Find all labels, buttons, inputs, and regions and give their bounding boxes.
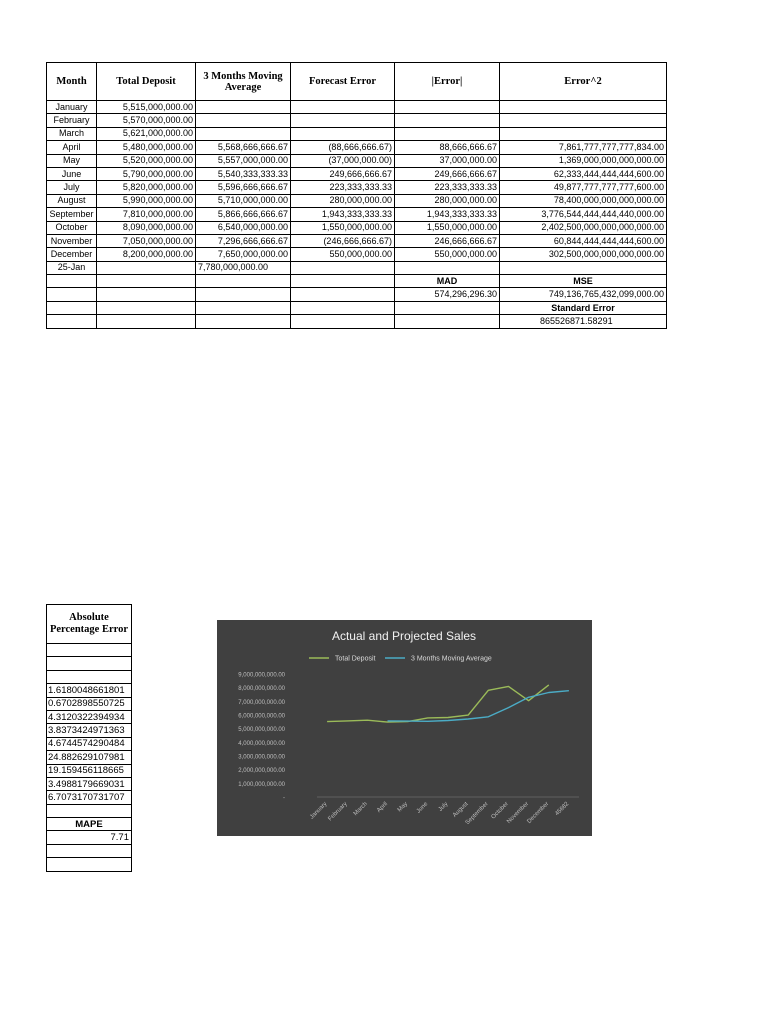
cell-abs-error: 223,333,333.33 [395,181,500,194]
mape-value: 7.71 [47,831,132,844]
table-row [47,248,667,261]
cell-error-squared [500,101,667,114]
ape-value: 3.8373424971363 [47,724,132,737]
cell-abs-error: 88,666,666.67 [395,141,500,154]
empty-cell [291,288,395,301]
mape-label: MAPE [47,818,132,831]
summary-value-row [47,288,667,301]
cell-forecast-error: (246,666,666.67) [291,234,395,247]
cell-deposit: 5,621,000,000.00 [97,127,196,140]
mse-label: MSE [500,275,667,288]
cell-month: July [47,181,97,194]
ape-value: 3.4988179669031 [47,777,132,790]
cell-forecast-error [291,261,395,274]
empty-cell [47,275,97,288]
cell-deposit: 5,480,000,000.00 [97,141,196,154]
cell-abs-error: 249,666,666.67 [395,167,500,180]
chart-legend [309,656,492,663]
y-tick-label: 4,000,000,000.00 [238,740,285,747]
cell-error-squared: 302,500,000,000,000,000.00 [500,248,667,261]
cell-forecast-error: 1,943,333,333.33 [291,208,395,221]
cell-moving-average [196,127,291,140]
cell-error-squared: 49,877,777,777,777,600.00 [500,181,667,194]
header-month: Month [47,63,97,101]
x-tick-label: December [526,801,551,825]
cell-moving-average: 7,780,000,000.00 [196,261,291,274]
empty-cell [291,315,395,328]
forecast-table [46,62,667,329]
standard-error-label: Standard Error [500,301,667,314]
cell-abs-error [395,127,500,140]
table-row [47,114,667,127]
y-tick-label: 5,000,000,000.00 [238,727,285,734]
y-tick-label: 9,000,000,000.00 [238,672,285,679]
table-row [47,208,667,221]
cell-error-squared [500,127,667,140]
mse-value: 749,136,765,432,099,000.00 [500,288,667,301]
cell-moving-average: 5,596,666,666.67 [196,181,291,194]
table-row [47,101,667,114]
empty-cell [196,275,291,288]
x-axis [309,797,579,826]
empty-cell [47,657,132,670]
cell-abs-error: 1,943,333,333.33 [395,208,500,221]
table-row [47,194,667,207]
cell-abs-error [395,261,500,274]
cell-deposit: 5,515,000,000.00 [97,101,196,114]
cell-deposit: 7,810,000,000.00 [97,208,196,221]
x-tick-label: October [490,801,510,821]
ape-value: 4.3120322394934 [47,710,132,723]
empty-cell [395,315,500,328]
empty-cell [196,288,291,301]
cell-month: January [47,101,97,114]
cell-month: March [47,127,97,140]
summary-se-value-row [47,315,667,328]
cell-deposit [97,261,196,274]
y-tick-label: 6,000,000,000.00 [238,713,285,720]
chart-svg [217,620,592,836]
cell-month: December [47,248,97,261]
table-row [47,221,667,234]
cell-abs-error: 550,000,000.00 [395,248,500,261]
cell-deposit: 8,200,000,000.00 [97,248,196,261]
ape-value: 0.6702898550725 [47,697,132,710]
cell-month: November [47,234,97,247]
empty-cell [47,301,97,314]
header-total-deposit: Total Deposit [97,63,196,101]
cell-month: June [47,167,97,180]
cell-month: August [47,194,97,207]
mad-label: MAD [395,275,500,288]
cell-abs-error: 246,666,666.67 [395,234,500,247]
cell-abs-error: 280,000,000.00 [395,194,500,207]
empty-cell [97,301,196,314]
cell-error-squared [500,114,667,127]
cell-forecast-error [291,101,395,114]
header-forecast-error: Forecast Error [291,63,395,101]
cell-abs-error: 37,000,000.00 [395,154,500,167]
x-tick-label: July [437,801,450,813]
cell-error-squared: 62,333,444,444,444,600.00 [500,167,667,180]
ape-value: 4.6744574290484 [47,737,132,750]
empty-cell [47,670,132,683]
x-tick-label: August [452,801,470,819]
cell-error-squared: 1,369,000,000,000,000.00 [500,154,667,167]
cell-forecast-error [291,114,395,127]
header-abs-error: |Error| [395,63,500,101]
cell-forecast-error: 249,666,666.67 [291,167,395,180]
table-row [47,154,667,167]
chart-title: Actual and Projected Sales [331,629,477,643]
standard-error-value: 865526871.58291 [500,315,667,328]
y-tick-label: - [283,795,285,802]
cell-error-squared [500,261,667,274]
empty-cell [196,301,291,314]
cell-error-squared: 78,400,000,000,000,000.00 [500,194,667,207]
empty-cell [47,315,97,328]
cell-moving-average: 7,296,666,666.67 [196,234,291,247]
cell-month: February [47,114,97,127]
series-line [388,691,569,722]
ape-value: 1.6180048661801 [47,684,132,697]
cell-moving-average [196,114,291,127]
table-row [47,141,667,154]
header-moving-average: 3 Months Moving Average [196,63,291,101]
sales-chart [217,620,592,836]
empty-cell [47,844,132,857]
x-tick-label: May [396,801,410,814]
cell-moving-average: 6,540,000,000.00 [196,221,291,234]
y-tick-label: 7,000,000,000.00 [238,699,285,706]
cell-abs-error [395,114,500,127]
header-error-squared: Error^2 [500,63,667,101]
cell-deposit: 7,050,000,000.00 [97,234,196,247]
table-row [47,127,667,140]
cell-month: April [47,141,97,154]
y-tick-label: 8,000,000,000.00 [238,686,285,693]
x-tick-label: September [464,801,490,827]
cell-error-squared: 60,844,444,444,444,600.00 [500,234,667,247]
cell-error-squared: 7,861,777,777,777,834.00 [500,141,667,154]
cell-deposit: 5,820,000,000.00 [97,181,196,194]
cell-forecast-error: 223,333,333.33 [291,181,395,194]
cell-month: 25-Jan [47,261,97,274]
cell-moving-average: 5,710,000,000.00 [196,194,291,207]
y-tick-label: 2,000,000,000.00 [238,768,285,775]
table-row [47,181,667,194]
cell-moving-average: 7,650,000,000.00 [196,248,291,261]
table-row [47,167,667,180]
cell-month: September [47,208,97,221]
y-tick-label: 1,000,000,000.00 [238,781,285,788]
empty-cell [47,288,97,301]
x-tick-label: November [506,801,531,825]
cell-forecast-error: 280,000,000.00 [291,194,395,207]
y-axis [238,673,285,802]
cell-month: May [47,154,97,167]
x-tick-label: April [376,801,389,814]
cell-moving-average: 5,540,333,333.33 [196,167,291,180]
x-tick-label: March [352,801,369,818]
x-tick-label: January [309,801,329,821]
header-row [47,63,667,101]
legend-label: Total Deposit [335,655,376,663]
empty-cell [97,275,196,288]
cell-moving-average [196,101,291,114]
cell-forecast-error: 1,550,000,000.00 [291,221,395,234]
summary-label-row [47,275,667,288]
cell-deposit: 5,570,000,000.00 [97,114,196,127]
empty-cell [47,858,132,871]
x-tick-label: February [327,801,349,823]
cell-forecast-error: (37,000,000.00) [291,154,395,167]
x-tick-label: 45682 [554,801,571,818]
empty-cell [47,804,132,817]
legend-label: 3 Months Moving Average [411,655,492,663]
empty-cell [395,301,500,314]
cell-forecast-error: 550,000,000.00 [291,248,395,261]
y-tick-label: 3,000,000,000.00 [238,754,285,761]
empty-cell [291,275,395,288]
cell-month: October [47,221,97,234]
empty-cell [97,288,196,301]
cell-moving-average: 5,568,666,666.67 [196,141,291,154]
summary-se-label-row [47,301,667,314]
cell-abs-error: 1,550,000,000.00 [395,221,500,234]
cell-abs-error [395,101,500,114]
ape-table [46,604,132,872]
ape-value: 19.159456118665 [47,764,132,777]
cell-deposit: 5,790,000,000.00 [97,167,196,180]
empty-cell [291,301,395,314]
ape-value: 6.7073170731707 [47,791,132,804]
cell-deposit: 5,990,000,000.00 [97,194,196,207]
chart-series [327,685,569,722]
table-row [47,261,667,274]
cell-deposit: 5,520,000,000.00 [97,154,196,167]
cell-error-squared: 2,402,500,000,000,000,000.00 [500,221,667,234]
ape-value: 24.882629107981 [47,751,132,764]
mad-value: 574,296,296.30 [395,288,500,301]
empty-cell [97,315,196,328]
table-row [47,234,667,247]
cell-error-squared: 3,776,544,444,444,440,000.00 [500,208,667,221]
cell-forecast-error [291,127,395,140]
cell-forecast-error: (88,666,666.67) [291,141,395,154]
cell-moving-average: 5,557,000,000.00 [196,154,291,167]
cell-moving-average: 5,866,666,666.67 [196,208,291,221]
empty-cell [47,644,132,657]
cell-deposit: 8,090,000,000.00 [97,221,196,234]
empty-cell [196,315,291,328]
ape-header: Absolute Percentage Error [47,605,132,644]
x-tick-label: June [415,801,430,815]
